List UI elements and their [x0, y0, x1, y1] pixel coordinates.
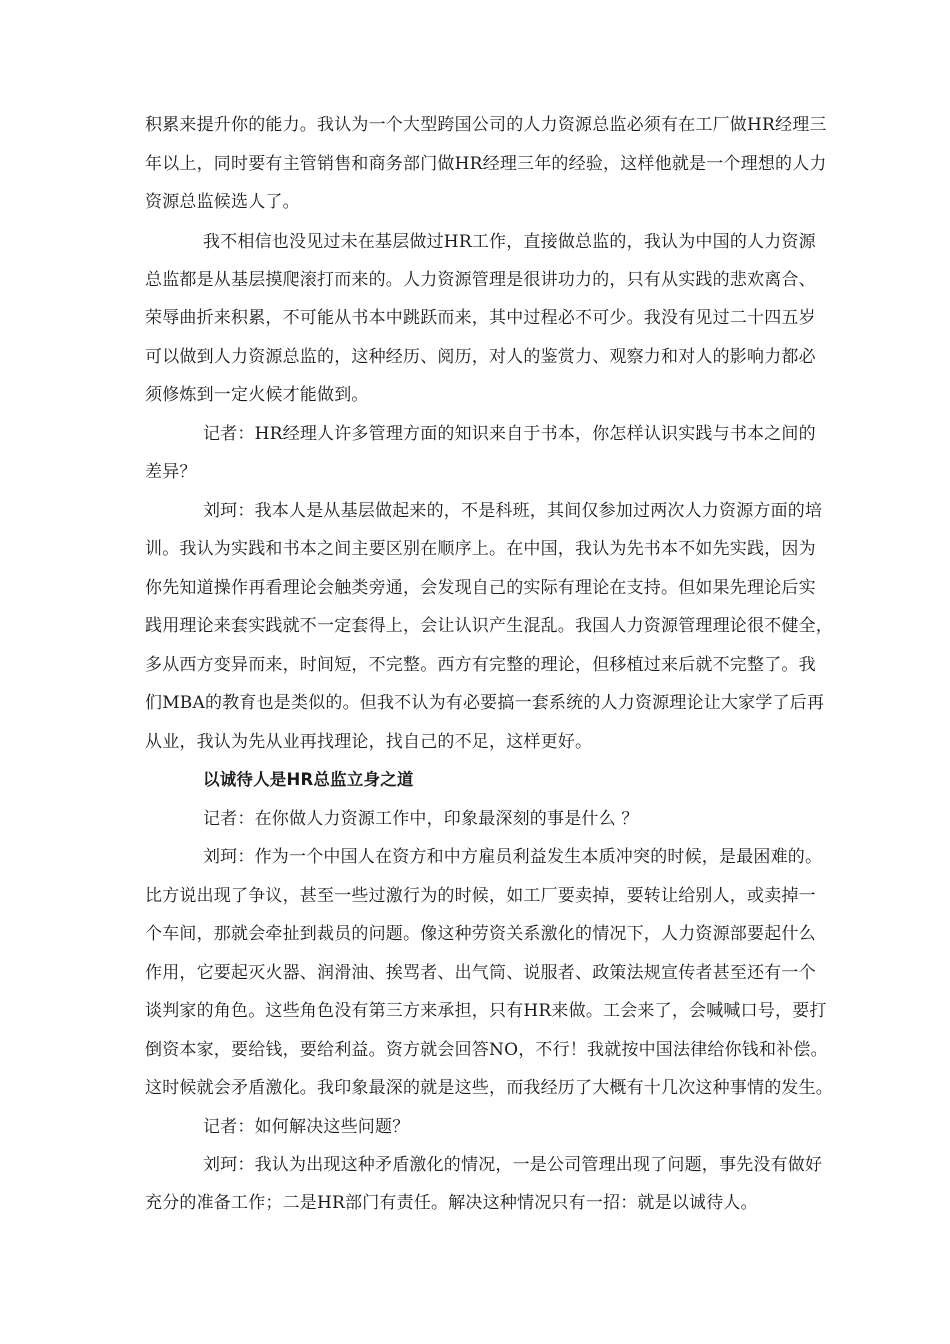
paragraph-line: 充分的准备工作；二是HR部门有责任。解决这种情况只有一招：就是以诚待人。	[145, 1193, 758, 1213]
paragraph-line: 记者：在你做人力资源工作中，印象最深刻的事是什么 ？	[203, 809, 639, 829]
paragraph-line: 们MBA的教育也是类似的。但我不认为有必要搞一套系统的人力资源理论让大家学了后再	[145, 693, 825, 713]
paragraph-line: 记者：如何解决这些问题？	[203, 1117, 410, 1137]
paragraph-line: 须修炼到一定火候才能做到。	[145, 385, 369, 405]
paragraph-line: 践用理论来套实践就不一定套得上，会让认识产生混乱。我国人力资源管理理论很不健全，	[145, 616, 833, 636]
paragraph-line: 刘珂：我认为出现这种矛盾激化的情况，一是公司管理出现了问题，事先没有做好	[203, 1155, 823, 1175]
paragraph-line: 从业，我认为先从业再找理论，找自己的不足，这样更好。	[145, 732, 593, 752]
paragraph-line: 你先知道操作再看理论会触类旁通，会发现自己的实际有理论在支持。但如果先理论后实	[145, 578, 816, 598]
paragraph-line: 训。我认为实践和书本之间主要区别在顺序上。在中国，我认为先书本不如先实践，因为	[145, 539, 816, 559]
paragraph-line: 刘珂：作为一个中国人在资方和中方雇员利益发生本质冲突的时候，是最困难的。	[203, 847, 823, 867]
paragraph-line: 差异？	[145, 462, 197, 482]
paragraph-line: 谈判家的角色。这些角色没有第三方来承担，只有HR来做。工会来了，会喊喊口号，要打	[145, 1001, 827, 1021]
paragraph-line: 个车间，那就会牵扯到裁员的问题。像这种劳资关系激化的情况下，人力资源部要起什么	[145, 924, 816, 944]
paragraph-line: 比方说出现了争议，甚至一些过激行为的时候，如工厂要卖掉，要转让给别人，或卖掉一	[145, 886, 816, 906]
paragraph-line: 多从西方变异而来，时间短，不完整。西方有完整的理论，但移植过来后就不完整了。我	[145, 655, 816, 675]
paragraph-line: 荣辱曲折来积累，不可能从书本中跳跃而来，其中过程必不可少。我没有见过二十四五岁	[145, 308, 816, 328]
paragraph-line: 总监都是从基层摸爬滚打而来的。人力资源管理是很讲功力的，只有从实践的悲欢离合、	[145, 270, 816, 290]
paragraph-line: 记者：HR经理人许多管理方面的知识来自于书本，你怎样认识实践与书本之间的	[203, 424, 816, 444]
paragraph-line: 刘珂：我本人是从基层做起来的，不是科班，其间仅参加过两次人力资源方面的培	[203, 501, 823, 521]
paragraph-line: 作用，它要起灭火器、润滑油、挨骂者、出气筒、说服者、政策法规宣传者甚至还有一个	[145, 963, 816, 983]
paragraph-line: 可以做到人力资源总监的，这种经历、阅历，对人的鉴赏力、观察力和对人的影响力都必	[145, 347, 816, 367]
paragraph-line: 这时候就会矛盾激化。我印象最深的就是这些，而我经历了大概有十几次这种事情的发生。	[145, 1078, 833, 1098]
paragraph-line: 倒资本家，要给钱，要给利益。资方就会回答NO，不行！我就按中国法律给你钱和补偿。	[145, 1040, 828, 1060]
paragraph-line: 我不相信也没见过未在基层做过HR工作，直接做总监的，我认为中国的人力资源	[203, 232, 816, 252]
paragraph-line: 年以上，同时要有主管销售和商务部门做HR经理三年的经验，这样他就是一个理想的人力	[145, 154, 827, 174]
paragraph-line: 积累来提升你的能力。我认为一个大型跨国公司的人力资源总监必须有在工厂做HR经理三	[145, 115, 827, 135]
section-heading: 以诚待人是HR总监立身之道	[203, 770, 414, 789]
paragraph-line: 资源总监候选人了。	[145, 192, 300, 212]
